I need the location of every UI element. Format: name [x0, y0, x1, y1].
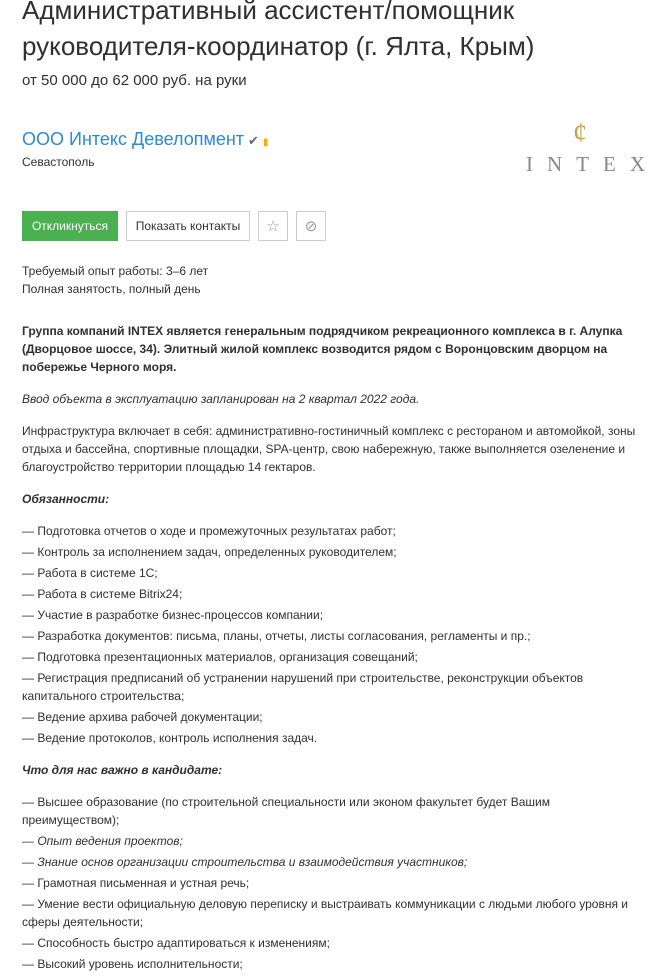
list-item: — Опыт ведения проектов;: [22, 834, 183, 848]
list-item: — Высшее образование (по строительной специальности или эконом факультет будет Вашим преимуществом);: [22, 795, 550, 827]
intro-bold: Группа компаний INTEX является генеральным подрядчиком рекреационного комплекса в г. Алупка (Дворцовое шоссе, 34). Элитный жилой комплекс возводится рядом с Воронцовским дворцом на побережье Черного моря.: [22, 324, 623, 374]
hide-block-icon[interactable]: ⊘: [296, 211, 326, 241]
favorite-star-icon[interactable]: ☆: [258, 211, 288, 241]
list-item: — Работа в системе Bitrix24;: [22, 587, 183, 601]
show-contacts-button[interactable]: Показать контакты: [126, 211, 250, 241]
list-item: — Ведение протоколов, контроль исполнения задач.: [22, 731, 318, 745]
respond-button[interactable]: Откликнуться: [22, 211, 118, 241]
list-item: — Умение вести официальную деловую переписку и выстраивать коммуникации с людьми любого уровня и сферы деятельности;: [22, 897, 628, 929]
company-logo[interactable]: [518, 116, 659, 177]
list-item: — Высокий уровень исполнительности;: [22, 957, 243, 971]
infrastructure: Инфраструктура включает в себя: административно-гостиничный комплекс с рестораном и автомойкой, зоны отдыха и бассейна, спортивные площадки, SPA-центр, свою набережную, также выполняется озеленение и благоустройство территории площадью 14 гектаров.: [22, 424, 636, 474]
company-link[interactable]: [22, 129, 268, 150]
employment: Полная занятость, полный день: [22, 282, 201, 296]
list-item: — Работа в системе 1С;: [22, 566, 158, 580]
rating-badge-icon[interactable]: ▮: [262, 137, 269, 148]
list-item: — Ведение архива рабочей документации;: [22, 710, 263, 724]
list-item: — Способность быстро адаптироваться к изменениям;: [22, 936, 330, 950]
salary: от 50 000 до 62 000 руб. на руки: [22, 72, 247, 89]
company-city: Севастополь: [22, 155, 95, 169]
company-name[interactable]: ООО Интекс Девелопмент: [22, 129, 245, 149]
logo-mark-icon: ȼ: [573, 118, 587, 149]
list-item: — Контроль за исполнением задач, определенных руководителем;: [22, 545, 397, 559]
list-item: — Знание основ организации строительства и взаимодействия участников;: [22, 855, 468, 869]
list-item: — Участие в разработке бизнес-процессов компании;: [22, 608, 324, 622]
logo-wordmark: INTEX: [526, 152, 659, 176]
intro-italic: Ввод объекта в эксплуатацию запланирован на 2 квартал 2022 года.: [22, 392, 420, 406]
duties-title: Обязанности:: [22, 492, 110, 506]
verified-check-icon: ✔: [248, 133, 259, 148]
list-item: — Регистрация предписаний об устранении нарушений при строительстве, реконструкции объектов капитального строительства;: [22, 671, 584, 703]
vacancy-title: Административный ассистент/помощник руководителя-координатор (г. Ялта, Крым): [22, 0, 535, 61]
list-item: — Разработка документов: письма, планы, отчеты, листы согласования, регламенты и пр.;: [22, 629, 531, 643]
list-item: — Грамотная письменная и устная речь;: [22, 876, 250, 890]
list-item: — Подготовка презентационных материалов, организация совещаний;: [22, 650, 418, 664]
requirements-title: Что для нас важно в кандидате:: [22, 763, 223, 777]
experience: Требуемый опыт работы: 3–6 лет: [22, 264, 209, 278]
list-item: — Подготовка отчетов о ходе и промежуточных результатах работ;: [22, 524, 396, 538]
